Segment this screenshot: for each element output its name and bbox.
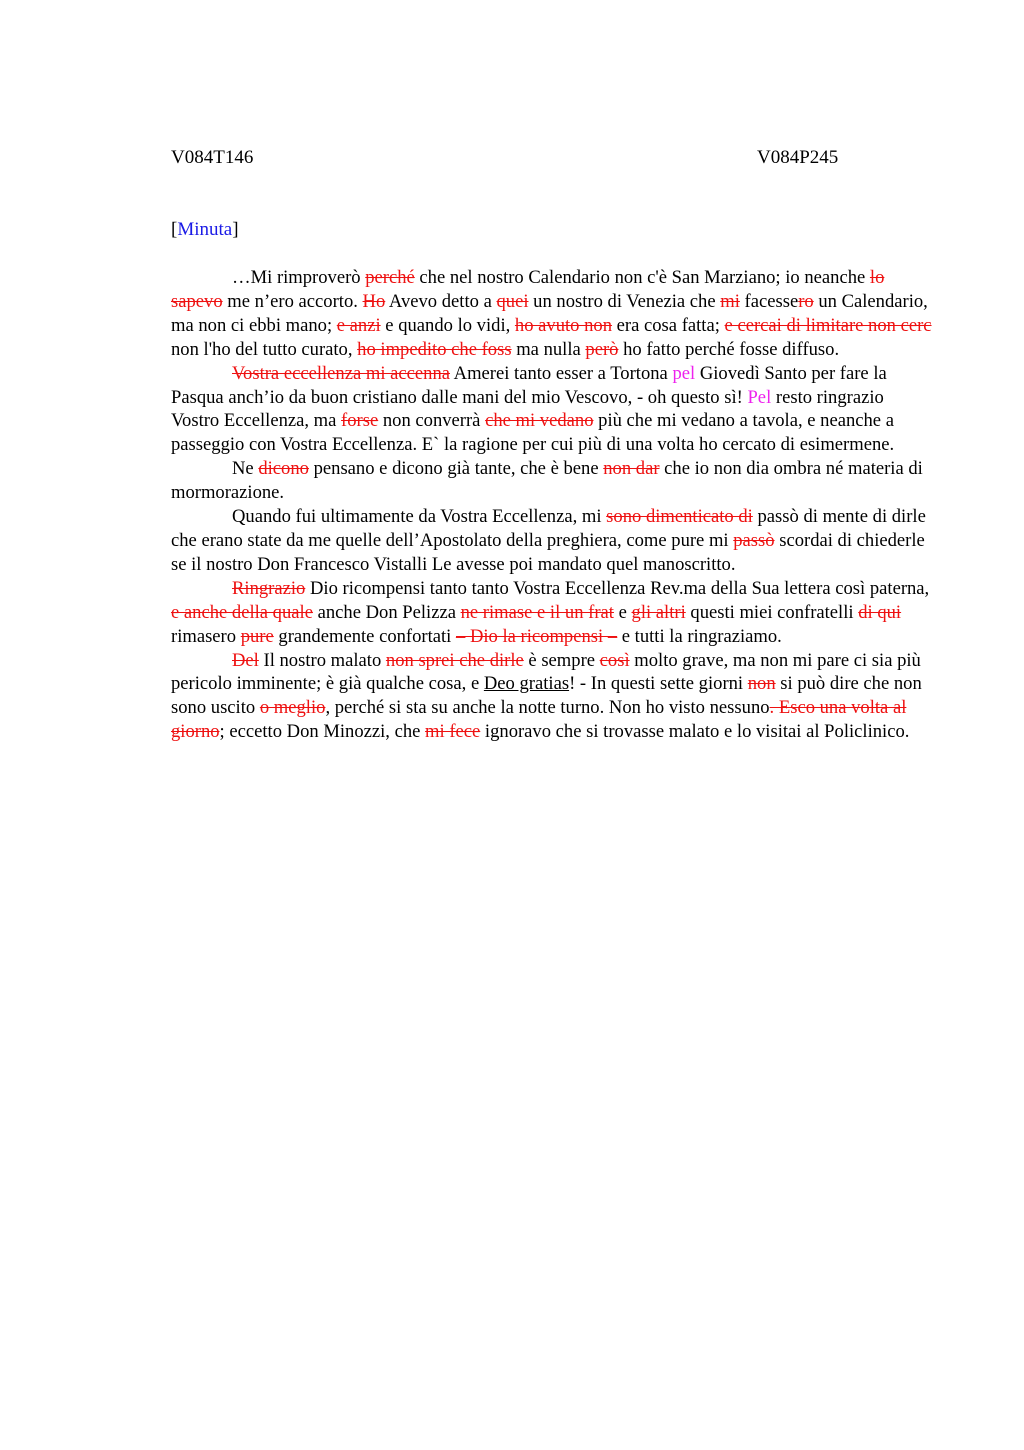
- text-run: pensano e dicono già tante, che è bene: [308, 458, 604, 480]
- text-run: si può dire che non sono uscito: [171, 673, 922, 719]
- deleted-text: mi fece: [425, 721, 481, 743]
- deleted-text: perché: [365, 267, 415, 288]
- paragraph-1: [171, 266, 933, 362]
- deleted-text: così: [599, 649, 630, 671]
- text-run: , perché si sta su anche la notte turno. Non ho visto nessuno: [325, 697, 770, 719]
- deleted-text: ne rimase e il un frat: [460, 601, 614, 623]
- text-run: anche Don Pelizza: [312, 601, 461, 623]
- text-run: Amerei tanto esser a Tortona: [450, 362, 673, 384]
- underlined-text: Deo gratias: [483, 673, 570, 695]
- deleted-text: passò: [733, 529, 775, 551]
- deleted-text: ho impedito che foss: [357, 338, 512, 360]
- text-run: che io non dia ombra né materia di mormorazione.: [171, 458, 923, 504]
- deleted-text: però: [585, 338, 619, 360]
- paragraph-4: [171, 505, 933, 577]
- deleted-text: che mi vedano: [485, 410, 594, 432]
- deleted-text: e cercai di limitare non cerc: [724, 314, 932, 336]
- text-run: ma nulla: [511, 338, 586, 360]
- text-run: Dio ricompensi tanto tanto Vostra Eccellenza Rev.ma della Sua lettera così paterna,: [305, 577, 930, 599]
- deleted-text: e anche della quale: [171, 601, 313, 623]
- text-run: un Calendario, ma non ci ebbi mano;: [171, 290, 928, 336]
- deleted-text: quei: [496, 290, 529, 312]
- text-run: scordai di chiederle se il nostro Don Francesco Vistalli Le avesse poi mandato quel manoscritto.: [171, 529, 925, 575]
- deleted-text: ho avuto non: [514, 314, 613, 336]
- text-run: Il nostro malato: [258, 649, 386, 671]
- text-run: rimasero: [171, 625, 241, 647]
- deleted-text: Vostra eccellenza mi accenna: [232, 362, 451, 384]
- text-run: ! - In questi sette giorni: [569, 673, 748, 695]
- document-code-left: V084T146: [171, 147, 254, 168]
- text-run: me n’ero accorto.: [222, 290, 363, 312]
- deleted-text: non sprei che dirle: [385, 649, 524, 671]
- deleted-text: forse: [341, 410, 379, 432]
- highlighted-text: Pel: [747, 386, 772, 408]
- text-run: era cosa fatta;: [612, 314, 725, 336]
- text-run: un nostro di Venezia che: [528, 290, 721, 312]
- paragraph-6: [171, 649, 933, 745]
- text-run: e quando lo vidi,: [380, 314, 515, 336]
- label-open-bracket: [: [171, 219, 178, 240]
- highlighted-text: pel: [672, 362, 696, 384]
- text-run: passò di mente di dirle che erano state da me quelle dell’Apostolato della preghiera, come pure mi: [171, 506, 926, 551]
- paragraph-3: [171, 457, 933, 505]
- deleted-text: e anzi: [336, 314, 381, 336]
- text-run: non converrà: [378, 410, 486, 432]
- letter-body: [171, 266, 933, 744]
- deleted-text: non: [747, 673, 776, 695]
- text-run: grandemente confortati: [273, 625, 456, 647]
- text-run: ignoravo che si trovasse malato e lo visitai al Policlinico.: [480, 721, 910, 743]
- text-run: e tutti la ringraziamo.: [617, 625, 782, 647]
- text-run: e: [613, 601, 632, 623]
- text-run: è sempre: [523, 649, 600, 671]
- deleted-text: dicono: [258, 458, 309, 480]
- label-close-bracket: ]: [232, 219, 239, 240]
- text-run: Ne: [232, 458, 259, 480]
- document-code-right: V084P245: [757, 147, 839, 168]
- deleted-text: Del: [232, 649, 259, 671]
- deleted-text: gli altri: [631, 601, 686, 623]
- deleted-text: lo sapevo: [171, 267, 885, 312]
- paragraph-5: [171, 577, 933, 649]
- deleted-text: Ringrazio: [232, 577, 306, 599]
- paragraph-2: [171, 362, 933, 458]
- text-run: facesse: [739, 290, 799, 312]
- deleted-text: di qui: [858, 601, 902, 623]
- deleted-text: pure: [240, 625, 274, 647]
- text-run: Avevo detto a: [385, 290, 497, 312]
- minuta-label: [171, 218, 239, 242]
- label-word: Minuta: [177, 219, 233, 240]
- text-run: …Mi rimproverò: [232, 267, 366, 288]
- text-run: non l'ho del tutto curato,: [171, 338, 358, 360]
- text-run: resto ringrazio Vostro Eccellenza, ma: [171, 386, 884, 432]
- text-run: più che mi vedano a tavola, e neanche a passeggio con Vostra Eccellenza. E` la ragione per cui più di una volta ho cercato di esimermene.: [171, 410, 895, 456]
- text-run: che nel nostro Calendario non c'è San Marziano; io neanche: [414, 267, 870, 288]
- text-run: ; eccetto Don Minozzi, che: [219, 721, 426, 743]
- deleted-text: . Esco una volta al giorno: [171, 697, 907, 743]
- deleted-text: mi: [720, 290, 740, 312]
- text-run: molto grave, ma non mi pare ci sia più pericolo imminente; è già qualche cosa, e: [171, 649, 921, 695]
- deleted-text: ro: [798, 290, 814, 312]
- text-run: Giovedì Santo per fare la Pasqua anch’io da buon cristiano dalle mani del mio Vescovo, - oh questo sì!: [171, 362, 887, 408]
- deleted-text: o meglio: [259, 697, 326, 719]
- text-run: questi miei confratelli: [685, 601, 859, 623]
- deleted-text: Ho: [362, 290, 386, 312]
- text-run: Quando fui ultimamente da Vostra Eccellenza, mi: [232, 506, 607, 528]
- text-run: ho fatto perché fosse diffuso.: [618, 338, 840, 360]
- deleted-text: – Dio la ricompensi –: [456, 625, 618, 647]
- deleted-text: sono dimenticato di: [606, 506, 753, 528]
- deleted-text: non dar: [603, 458, 660, 480]
